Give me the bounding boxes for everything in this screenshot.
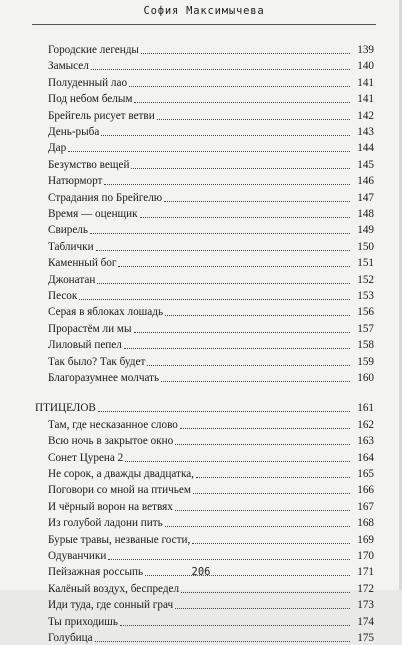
- toc-entry: [48, 123, 374, 139]
- toc-entry-page: 171: [357, 566, 374, 579]
- toc-entry-title: Голубица: [48, 632, 93, 644]
- toc-entry-page: 144: [357, 142, 374, 155]
- toc-entry-title: Сонет Цурена 2: [48, 451, 124, 464]
- dot-leader: [129, 85, 350, 87]
- toc-entry-page: 160: [357, 372, 374, 384]
- toc-entry: [48, 303, 374, 319]
- toc-entry-page: 147: [357, 191, 374, 204]
- toc-entry: [48, 238, 374, 254]
- dot-leader: [147, 364, 350, 366]
- toc-entry-title: Пейзажная россыпь: [48, 566, 144, 579]
- toc-entry-title: Дар: [48, 142, 67, 155]
- toc-entry: [48, 514, 374, 530]
- toc-entry-title: Так было? Так будет: [48, 355, 146, 368]
- toc-entry-title: Лиловый пепел: [48, 339, 122, 352]
- toc-entry: [48, 57, 374, 73]
- toc-entry-page: 141: [357, 76, 374, 89]
- dot-leader: [165, 525, 350, 527]
- toc-entry-page: 146: [357, 175, 374, 188]
- toc-entry-title: Городские легенды: [48, 44, 139, 56]
- toc-entry-page: 158: [357, 339, 374, 352]
- toc-entry: [48, 629, 374, 645]
- toc-entry: [48, 107, 374, 123]
- toc-entry: [48, 449, 374, 465]
- dot-leader: [79, 298, 350, 300]
- toc-entry: [48, 580, 374, 596]
- dot-leader: [141, 52, 350, 54]
- toc-entry-page: 172: [357, 582, 374, 595]
- dot-leader: [101, 134, 350, 136]
- toc-entry-page: 166: [357, 484, 374, 497]
- toc-entry-title: Свирель: [48, 224, 88, 237]
- toc-entry-page: 173: [357, 599, 374, 612]
- dot-leader: [97, 282, 350, 284]
- toc-entry-page: 165: [357, 468, 374, 480]
- toc-entry-page: 140: [357, 60, 374, 73]
- toc-entry-title: Бурые травы, незваные гости,: [48, 533, 191, 546]
- dot-leader: [157, 118, 350, 120]
- toc-entry-title: Калёный воздух, беспредел: [48, 582, 180, 595]
- dot-leader: [124, 347, 350, 349]
- dot-leader: [125, 460, 350, 462]
- toc-entry: [48, 74, 374, 90]
- dot-leader: [91, 68, 350, 70]
- dot-leader: [192, 542, 350, 544]
- toc-entry-title: И чёрный ворон на ветвях: [48, 500, 173, 513]
- toc-entry-title: Таблички: [48, 240, 94, 253]
- toc-entry-title: Каменный бог: [48, 257, 117, 270]
- toc-entry-page: 142: [357, 109, 374, 122]
- toc-entry: [48, 205, 374, 221]
- toc-entry-title: Безумство вещей: [48, 158, 130, 171]
- toc-entry: [48, 547, 374, 563]
- dot-leader: [181, 591, 350, 593]
- toc-entry: [48, 287, 374, 303]
- toc-entry-title: Натюрморт: [48, 175, 103, 188]
- toc-entry: [48, 465, 374, 481]
- toc-entry-page: 139: [357, 44, 374, 56]
- toc-entry-page: 149: [357, 224, 374, 237]
- toc-entry-title: Время — оценщик: [48, 208, 138, 220]
- toc-entry-page: 167: [357, 500, 374, 513]
- dot-leader: [118, 265, 350, 267]
- toc-entry: [48, 320, 374, 336]
- toc-entry-page: 153: [357, 290, 374, 302]
- toc-entry: [48, 172, 374, 188]
- toc-entry-title: Полуденный лао: [48, 76, 128, 89]
- toc-entry-page: 152: [357, 273, 374, 286]
- toc-entry-title: День-рыба: [48, 126, 100, 138]
- toc-entry: [48, 531, 374, 547]
- dot-leader: [90, 232, 350, 234]
- running-header: София Максимычева: [32, 0, 376, 25]
- dot-leader: [180, 427, 350, 429]
- toc-entry-title: Под небом белым: [48, 93, 133, 106]
- toc-entry-title: Поговори со мной на птичьем: [48, 484, 191, 497]
- toc-entry: [48, 156, 374, 172]
- toc-entry: [48, 498, 374, 514]
- toc-entry-page: 157: [357, 322, 374, 335]
- dot-leader: [196, 476, 350, 478]
- toc-entry: [48, 432, 374, 448]
- toc-entry-page: 156: [357, 306, 374, 319]
- toc-entry-title: Страдания по Брейгелю: [48, 191, 163, 204]
- toc-entry-title: Прорастём ли мы: [48, 322, 132, 335]
- dot-leader: [175, 443, 350, 445]
- toc-entry-title: Серая в яблоках лошадь: [48, 306, 164, 319]
- toc-entry-page: 169: [357, 533, 374, 546]
- toc-entry-title: Там, где несказанное слово: [48, 418, 178, 431]
- toc-entry: [48, 90, 374, 106]
- toc-entry-page: 143: [357, 126, 374, 138]
- dot-leader: [193, 492, 350, 494]
- toc-entry: [48, 336, 374, 352]
- dot-leader: [131, 167, 350, 169]
- dot-leader: [161, 380, 350, 382]
- toc-entry-page: 159: [357, 355, 374, 368]
- toc-entry-page: 151: [357, 257, 374, 270]
- toc-entry-page: 175: [357, 632, 374, 644]
- toc-entry: [48, 271, 374, 287]
- toc-entry-title: Замысел: [48, 60, 89, 73]
- dot-leader: [95, 640, 350, 642]
- dot-leader: [68, 150, 350, 152]
- dot-leader: [175, 607, 350, 609]
- toc-entry: [48, 481, 374, 497]
- dot-leader: [140, 216, 350, 218]
- toc-entry-page: 148: [357, 208, 374, 220]
- toc-entry-page: 161: [357, 402, 374, 415]
- toc-entry-title: Ты приходишь: [48, 615, 118, 628]
- toc-entry-title: ПТИЦЕЛОВ: [35, 402, 96, 415]
- toc-entry: [48, 613, 374, 629]
- toc-entry: [48, 254, 374, 270]
- toc-entry: [48, 189, 374, 205]
- toc-entry-title: Всю ночь в закрытое окно: [48, 435, 174, 448]
- toc-entry: [48, 353, 374, 369]
- toc-entry-page: 145: [357, 158, 374, 171]
- toc-entry-title: Благоразумнее молчать: [48, 372, 160, 384]
- toc-entry-page: 164: [357, 451, 374, 464]
- toc-entry-title: Иди туда, где сонный грач: [48, 599, 174, 612]
- toc-entry: [48, 41, 374, 57]
- toc-entry-page: 141: [357, 93, 374, 106]
- toc-entry: [48, 221, 374, 237]
- toc-entry-page: 170: [357, 550, 374, 562]
- dot-leader: [120, 624, 350, 626]
- toc-entry: [48, 139, 374, 155]
- toc-entry: [48, 416, 374, 432]
- toc-entry-title: Не сорок, а дважды двадцатка,: [48, 468, 194, 480]
- page-number: 206: [191, 566, 211, 578]
- dot-leader: [134, 331, 351, 333]
- toc-entry-title: Джонатан: [48, 273, 96, 286]
- toc-entry-title: Песок: [48, 290, 78, 302]
- toc-entry-page: 150: [357, 240, 374, 253]
- toc-entry: [48, 596, 374, 612]
- toc-entry-title: Из голубой ладони пить: [48, 517, 163, 530]
- toc-entry-title: Брейгель рисует ветви: [48, 109, 155, 122]
- dot-leader: [175, 509, 350, 511]
- toc-entry-page: 168: [357, 517, 374, 530]
- dot-leader: [165, 314, 350, 316]
- dot-leader: [104, 183, 350, 185]
- toc-entry-page: 174: [357, 615, 374, 628]
- dot-leader: [134, 101, 350, 103]
- toc-entry: [48, 369, 374, 385]
- dot-leader: [96, 249, 350, 251]
- dot-leader: [164, 200, 350, 202]
- toc-section-heading: [35, 399, 374, 415]
- toc-entry-title: Одуванчики: [48, 550, 107, 562]
- toc-entry-page: 163: [357, 435, 374, 448]
- toc-entry-page: 162: [357, 418, 374, 431]
- dot-leader: [108, 558, 350, 560]
- dot-leader: [98, 410, 350, 412]
